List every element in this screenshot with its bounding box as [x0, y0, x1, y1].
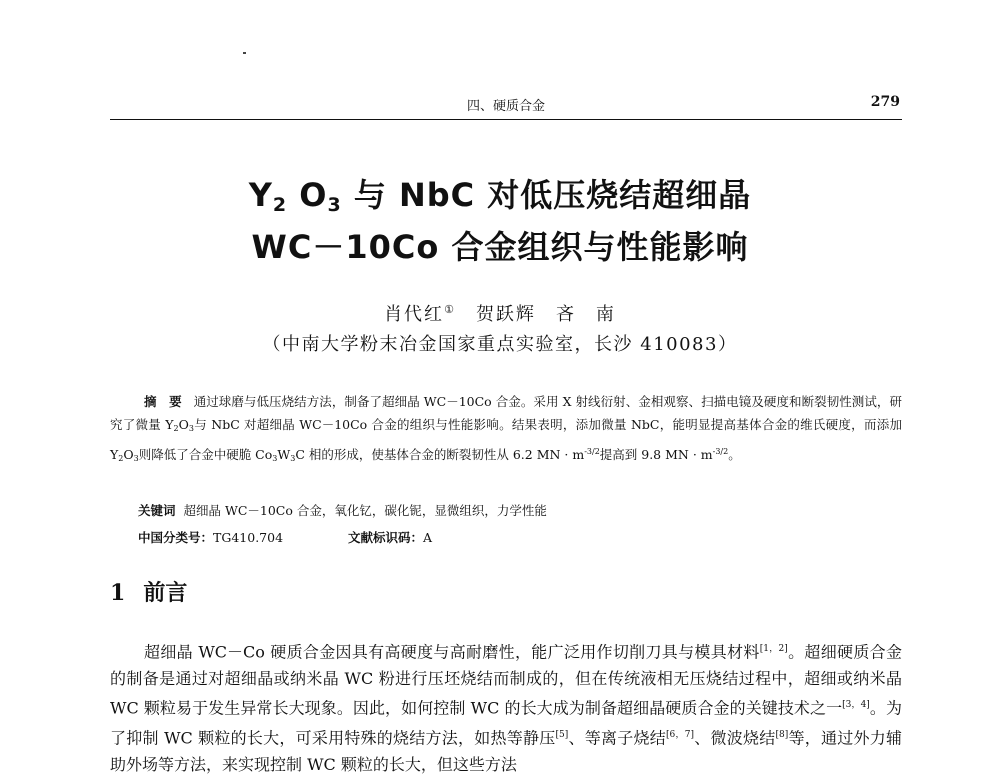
running-header	[110, 93, 902, 120]
scan-speck	[243, 52, 246, 54]
keywords-label: 关键词	[138, 503, 176, 518]
classification-row	[138, 528, 902, 546]
running-header-section: 四、硬质合金	[466, 99, 545, 114]
abstract: 摘 要 通过球磨与低压烧结方法，制备了超细晶 WC－10Co 合金。采用 X 射线衍射、金相观察、扫描电镜及硬度和断裂韧性测试，研究了微量 $Y_2O_3$与 NbC 对超细晶 WC－10Co 合金的组织与性能影响。结果表明，添加微量 NbC，能明显提高基体合金的维氏硬度，而添加 $Y_2O_3$则降低了合金中硬脆 $Co_3W_3C$ 相的形成，使基体合金的断裂韧性从 6.2 MN · $m^{-3/2}$提高到 9.8 MN · $m^{-3/2}$。	[110, 394, 902, 464]
citation: [5]	[555, 729, 569, 740]
paper-title-line-2: WC－10Co 合金组织与性能影响	[251, 228, 749, 266]
footnote-mark: ①	[444, 303, 456, 316]
document-code-label: 文献标识码：	[348, 530, 424, 545]
classification-value: TG410.704	[213, 530, 284, 545]
keywords-text: 超细晶 WC－10Co 合金，氧化钇，碳化铌，显微组织，力学性能	[183, 503, 547, 518]
author-name: 贺跃辉	[475, 304, 536, 325]
citation: [6，7]	[666, 729, 694, 740]
citation: [3，4]	[842, 700, 870, 711]
affiliation: （中南大学粉末冶金国家重点实验室，长沙 410083）	[262, 334, 738, 355]
section-heading	[110, 576, 187, 607]
abstract-label: 摘 要	[144, 394, 182, 409]
section-number: 1	[110, 580, 126, 606]
section-title: 前言	[143, 580, 188, 606]
paper-title-line-1: $Y_2$ $O_3$ 与 NbC 对低压烧结超细晶	[248, 176, 752, 216]
author-list	[0, 300, 1000, 326]
body-paragraph: 超细晶 WC－Co 硬质合金因具有高硬度与高耐磨性，能广泛用作切削刀具与模具材料[1，2]。超细硬质合金的制备是通过对超细晶或纳米晶 WC 粉进行压坯烧结而制成的，但在传统液相无压烧结过程中，超细或纳米晶 WC 颗粒易于发生异常长大现象。因此，如何控制 WC 的长大成为制备超细晶硬质合金的关键技术之一[3，4]。为了抑制 WC 颗粒的长大，可采用特殊的烧结方法，如热等静压[5]、等离子烧结[6，7]、微波烧结[8]等，通过外力辅助外场等方法，来实现控制 WC 颗粒的长大，但这些方法	[110, 642, 902, 774]
author-name: 吝 南	[555, 304, 616, 325]
classification-label: 中国分类号：	[138, 530, 214, 545]
citation: [1，2]	[759, 644, 788, 654]
keywords	[138, 501, 902, 519]
author-name: 肖代红	[384, 304, 445, 325]
citation: [8]	[775, 729, 789, 740]
page-number: 279	[870, 94, 900, 110]
document-code-value: A	[423, 530, 433, 545]
